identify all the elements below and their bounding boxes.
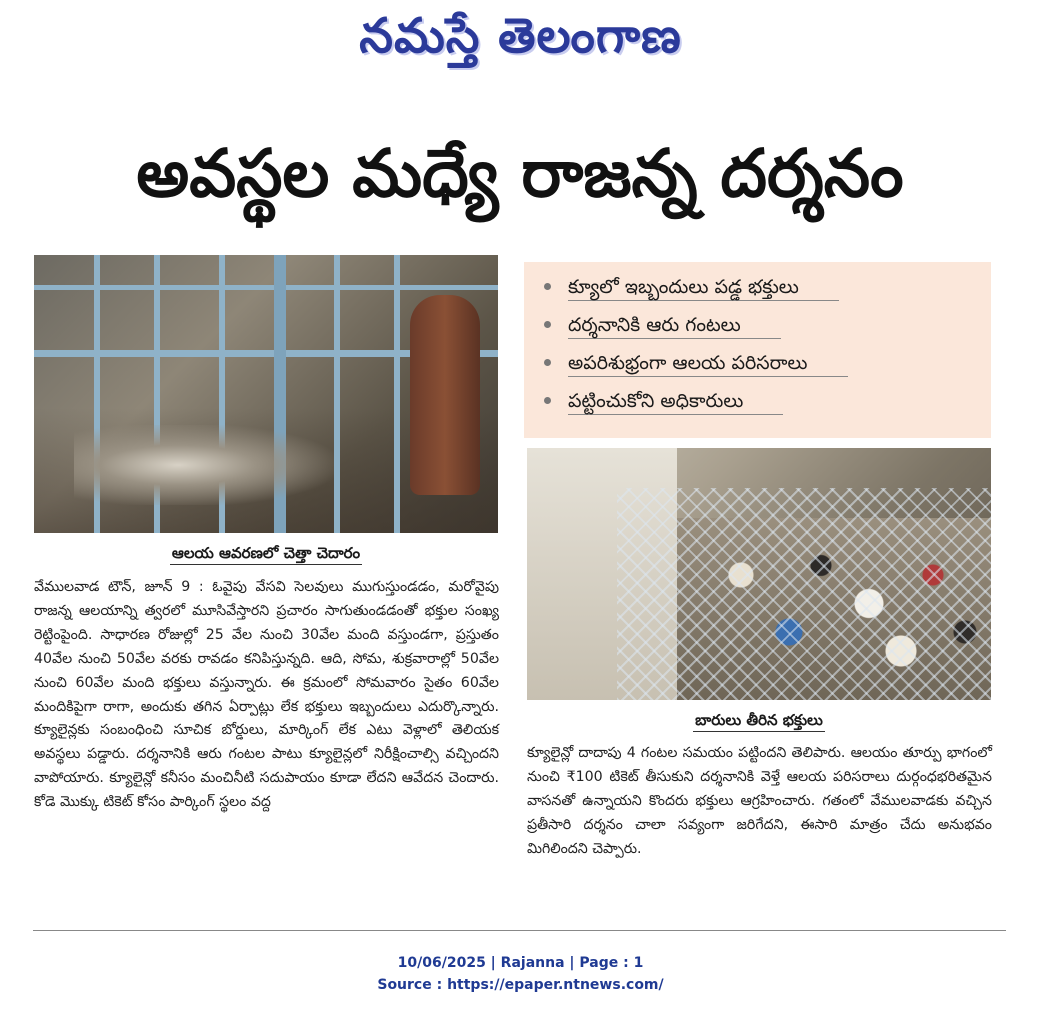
masthead-title: నమస్తే తెలంగాణ (359, 8, 682, 64)
article-body-left: వేములవాడ టౌన్, జూన్ 9 : ఓవైపు వేసవి సెలవులు ముగుస్తుండడం, మరోవైపు రాజన్న ఆలయాన్ని త్వరలో మూసివేస్తారని ప్రచారం సాగుతుండడంతో భక్తుల సంఖ్య రెట్టింపైంది. సాధారణ రోజుల్లో 25 వేల నుంచి 30వేల మంది వస్తుండగా, ప్రస్తుతం 40వేల నుంచి 50వేల వరకు రావడం కనిపిస్తున్నది. ఆది, సోమ, శుక్రవారాల్లో 50వేల నుంచి 60వేల మంది భక్తులు వస్తున్నారు. ఈ క్రమంలో సోమవారం సైతం 60వేల మందికిపైగా రాగా, అందుకు తగిన ఏర్పాట్లు లేక భక్తులు ఇబ్బందులు ఎదుర్కొన్నారు. క్యూలైన్లకు సంబంధించి సూచిక బోర్డులు, మార్కింగ్ లేక ఎటు వెళ్లాలో తెలియక అవస్థలు పడ్డారు. దర్శనానికి ఆరు గంటల పాటు క్యూలైన్లలో నిరీక్షించాల్సి వచ్చిందని వాపోయారు. క్యూలైన్లో కనీసం మంచినీటి సదుపాయం కూడా లేదని ఆవేదన చెందారు. కోడె మొక్కు టికెట్ కోసం పార్కింగ్ స్థలం వద్ద (34, 579, 499, 811)
footer-date-page: 10/06/2025 | Rajanna | Page : 1 (397, 955, 644, 971)
highlight-item: అపరిశుభ్రంగా ఆలయ పరిసరాలు (536, 344, 991, 382)
photo-caption-left: ఆలయ ఆవరణలో చెత్తా చెదారం (34, 542, 498, 564)
footer-source-link[interactable]: Source : https://epaper.ntnews.com/ (377, 977, 664, 993)
headline: అవస్థల మధ్యే రాజన్న దర్శనం (136, 135, 904, 212)
photo-devotees-queue (527, 448, 991, 700)
highlight-item: దర్శనానికి ఆరు గంటలు (536, 306, 991, 344)
masthead-logo (0, 8, 1041, 76)
highlights-box (524, 262, 991, 438)
photo-garbage (34, 255, 498, 533)
footer-divider (33, 930, 1006, 931)
highlight-item: పట్టించుకోని అధికారులు (536, 382, 991, 420)
highlight-item: క్యూలో ఇబ్బందులు పడ్డ భక్తులు (536, 268, 991, 306)
article-body-right: క్యూలైన్లో దాదాపు 4 గంటల సమయం పట్టిందని తెలిపారు. ఆలయం తూర్పు భాగంలో నుంచి ₹100 టికెట్ తీసుకుని దర్శనానికి వెళ్తే ఆలయ పరిసరాలు దుర్గంధభరితమైన వాసనతో ఉన్నాయని కొందరు భక్తులు ఆగ్రహించారు. గతంలో వేములవాడకు వచ్చిన ప్రతీసారి దర్శనం చాలా సవ్యంగా జరిగేదని, ఈసారి మాత్రం చేదు అనుభవం మిగిలిందని చెప్పారు. (527, 745, 992, 857)
photo-caption-right: బారులు తీరిన భక్తులు (527, 709, 991, 731)
